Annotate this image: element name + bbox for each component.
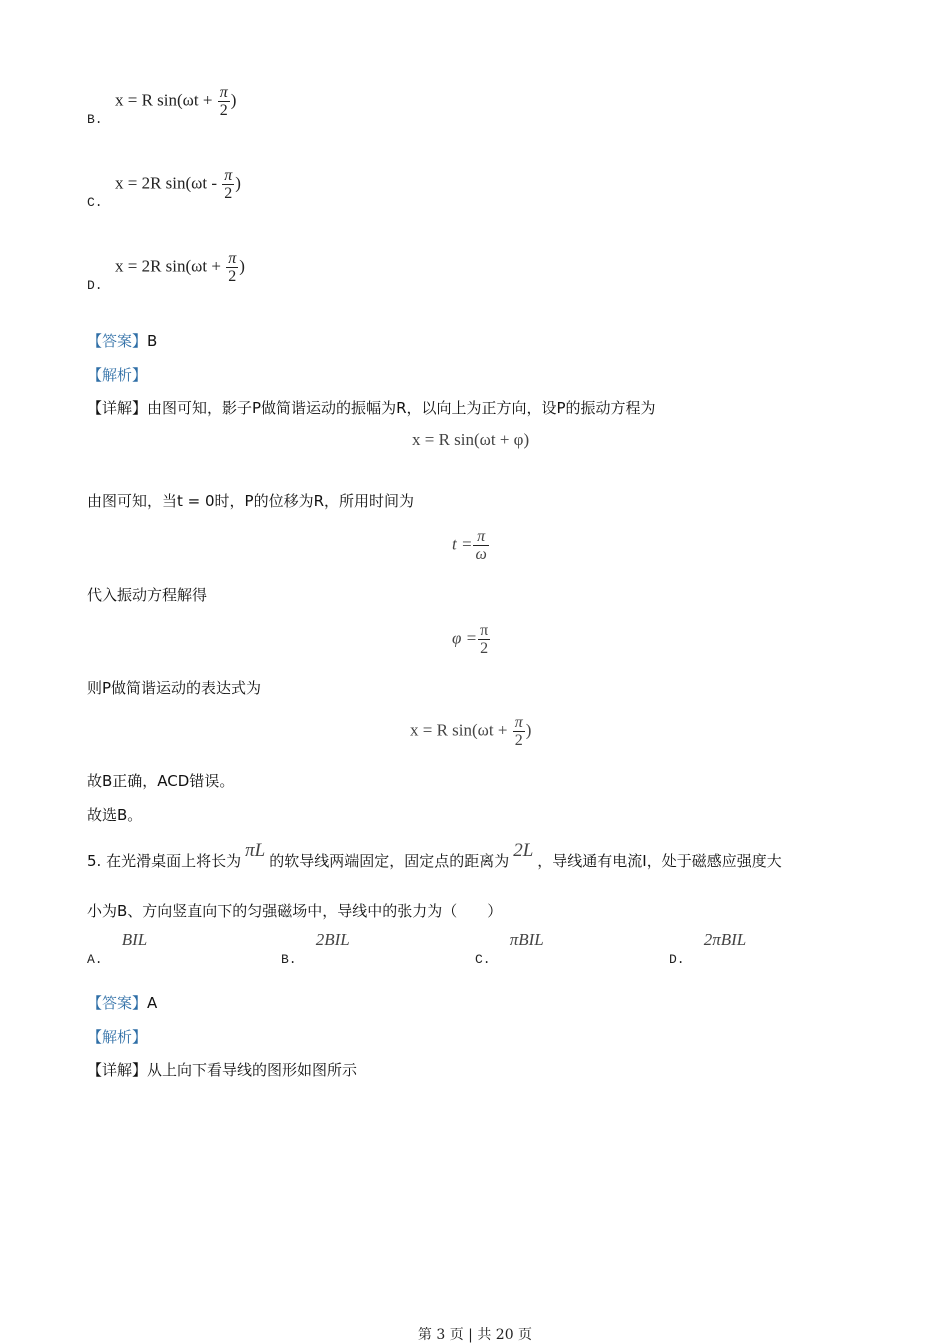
choice-line: 故选B。: [87, 806, 143, 824]
option-formula-d: [115, 250, 245, 285]
option-letter: D.: [669, 952, 685, 967]
fraction-numerator: π: [228, 250, 237, 267]
fraction-numerator: π: [219, 84, 228, 101]
option-letter: C.: [475, 952, 491, 967]
option-d: [669, 930, 747, 967]
fraction: [513, 714, 525, 749]
formula-suffix: ): [239, 256, 245, 276]
fraction-numerator: π: [224, 167, 233, 184]
option-formula-c: [115, 167, 241, 202]
formula-prefix: x = 2R sin(ωt -: [115, 173, 222, 193]
formula-suffix: ): [230, 90, 237, 110]
option-value: 2BIL: [315, 930, 350, 949]
answer-value: B: [147, 332, 158, 350]
answer-line: [87, 330, 157, 351]
question-text: 在光滑桌面上将长为: [106, 852, 242, 870]
answer-label: 【答案】: [87, 994, 148, 1012]
fraction-denominator: 2: [226, 267, 238, 285]
formula-suffix: ): [235, 173, 241, 193]
fraction-denominator: 2: [222, 184, 234, 202]
formula-prefix: x = R sin(ωt +: [410, 720, 512, 740]
fraction: [226, 250, 238, 285]
option-formula-b: [115, 84, 236, 119]
option-b: [281, 930, 350, 967]
option-value: πBIL: [509, 930, 544, 949]
detail-label: 【详解】: [87, 1061, 148, 1079]
page-footer: 第 3 页 | 共 20 页: [417, 1327, 533, 1343]
question-5-stem-line-2: 小为B、方向竖直向下的匀强磁场中，导线中的张力为（ ）: [87, 902, 503, 920]
option-a: [87, 930, 148, 967]
detail-line-4: 则P做简谐运动的表达式为: [87, 679, 262, 697]
equation-time: [452, 528, 490, 563]
question-number: 5.: [87, 852, 102, 870]
formula-prefix: x = R sin(ωt +: [115, 90, 217, 110]
fraction-numerator: π: [477, 528, 486, 545]
fraction: [478, 622, 490, 657]
option-letter: C.: [87, 195, 103, 210]
conclusion-line: 故B正确，ACD错误。: [87, 772, 235, 790]
option-letter: B.: [281, 952, 297, 967]
fraction: [222, 167, 234, 202]
wire-length: πL: [245, 840, 266, 861]
detail-line: [87, 397, 656, 418]
option-row-d: [87, 252, 103, 293]
option-letter: A.: [87, 952, 103, 967]
detail-line-2: 由图可知，当t = 0时，P的位移为R，所用时间为: [87, 492, 414, 510]
fraction: [473, 528, 488, 563]
equation-oscillation: x = R sin(ωt + φ): [412, 430, 530, 449]
fraction-numerator: π: [514, 714, 523, 731]
anchor-distance: 2L: [513, 840, 534, 861]
fraction-denominator: 2: [513, 731, 525, 749]
question-5-stem-line-1: [87, 840, 782, 872]
option-letter: D.: [87, 278, 103, 293]
question-text: ，导线通有电流I，处于磁感应强度大: [537, 852, 782, 870]
option-row-c: [87, 169, 103, 210]
equation-lhs: φ =: [452, 628, 478, 648]
detail-line-q5: [87, 1059, 357, 1080]
formula-prefix: x = 2R sin(ωt +: [115, 256, 226, 276]
question-text: 的软导线两端固定，固定点的距离为: [269, 852, 510, 870]
fraction-denominator: ω: [475, 546, 487, 563]
fraction-denominator: 2: [218, 101, 230, 119]
equation-lhs: t =: [452, 534, 473, 554]
option-c: [475, 930, 544, 967]
option-letter: B.: [87, 112, 103, 127]
fraction: [218, 84, 230, 119]
formula-suffix: ): [525, 720, 532, 740]
equation-expression: [410, 714, 531, 749]
option-row-b: [87, 86, 103, 127]
detail-text: 从上向下看导线的图形如图所示: [147, 1061, 358, 1079]
fraction-denominator: 2: [478, 639, 490, 657]
detail-label: 【详解】: [87, 399, 148, 417]
option-value: 2πBIL: [703, 930, 747, 949]
fraction-numerator: π: [480, 622, 489, 639]
detail-text: 由图可知，影子P做简谐运动的振幅为R，以向上为正方向，设P的振动方程为: [147, 399, 656, 417]
analysis-label-q5: 【解析】: [87, 1028, 148, 1046]
answer-line-q5: [87, 992, 157, 1013]
detail-line-3: 代入振动方程解得: [87, 586, 208, 604]
option-value: BIL: [121, 930, 148, 949]
answer-value: A: [147, 994, 158, 1012]
answer-label: 【答案】: [87, 332, 148, 350]
analysis-label: 【解析】: [87, 366, 148, 384]
equation-phase: [452, 622, 491, 657]
